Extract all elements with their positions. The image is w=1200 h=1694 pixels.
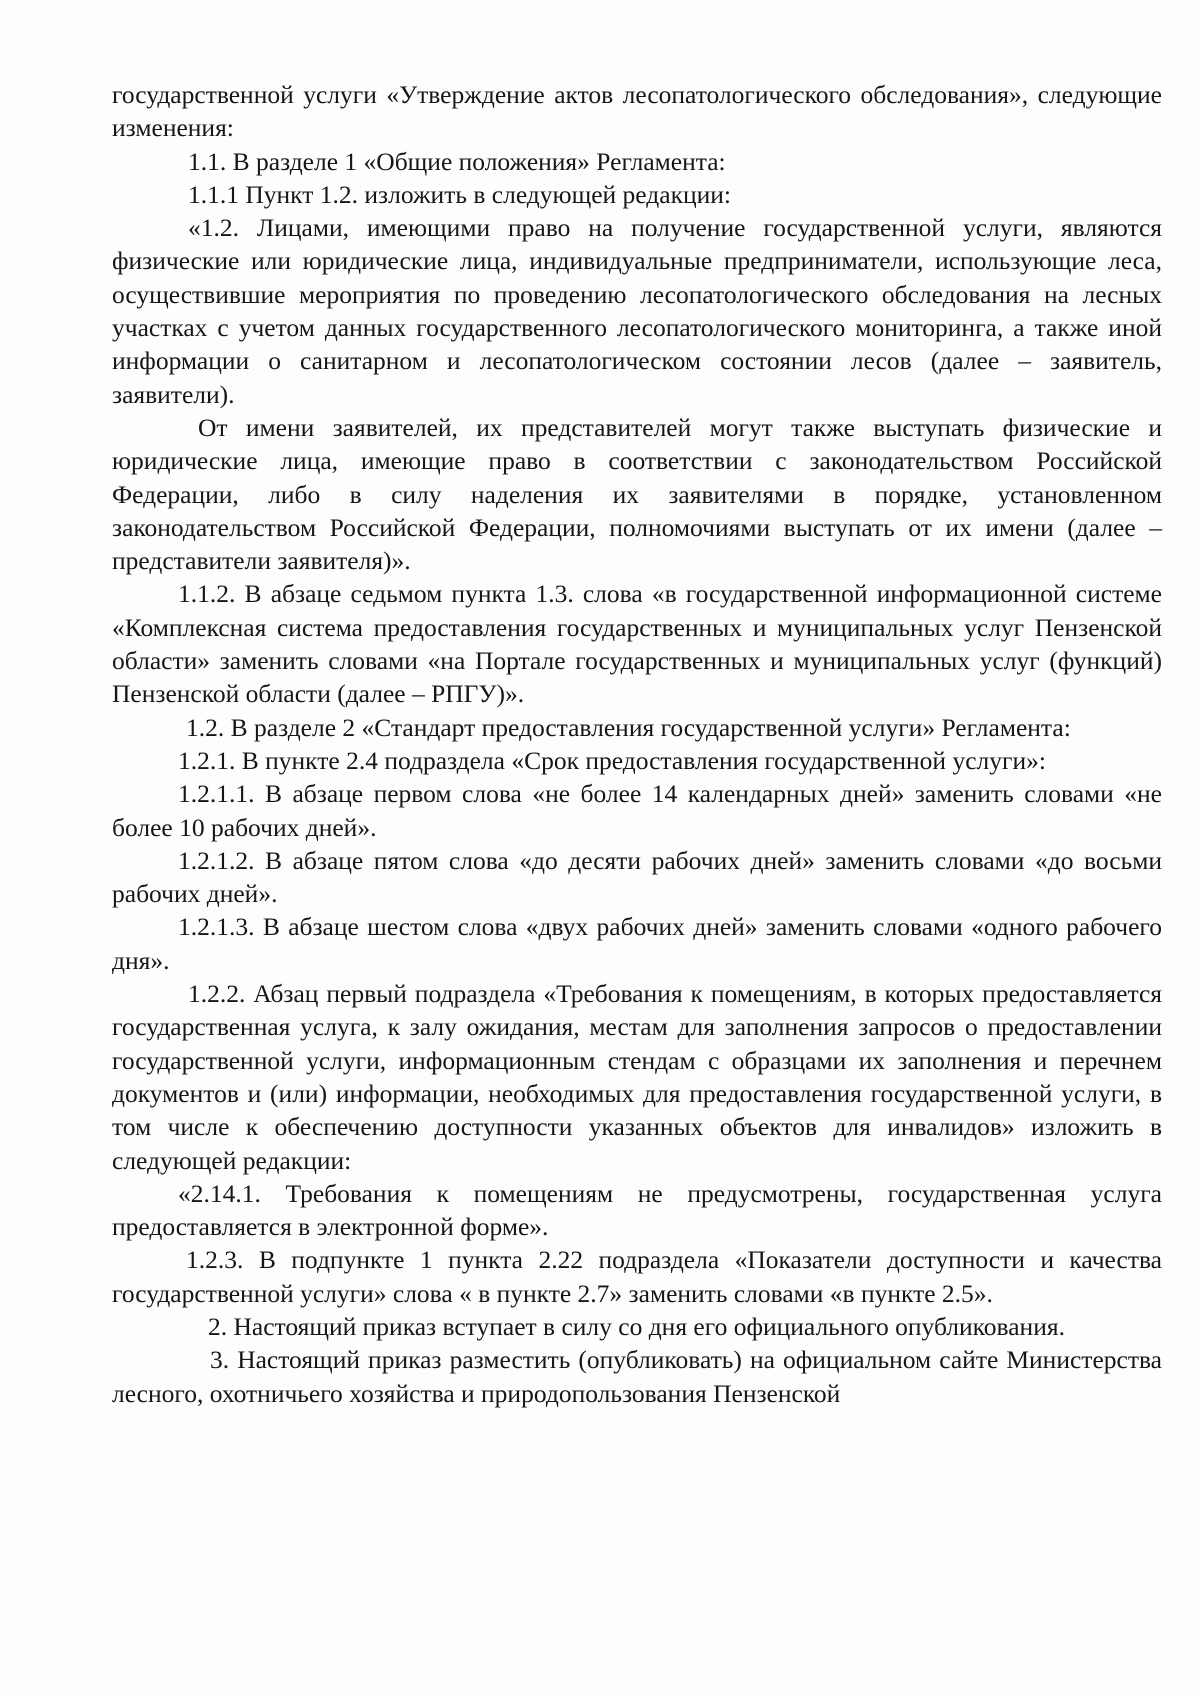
paragraph-1-2-1: 1.2.1. В пункте 2.4 подраздела «Срок предоставления государственной услуги»: — [178, 745, 1046, 775]
paragraph-1-2-quote: «1.2. Лицами, имеющими право на получение государственной услуги, являются физические или юридические лица, индивидуальные предприниматели, использующие леса, осуществившие мероприятия по проведению лесопатологического обследования на лесных участках с учетом данных государственного лесопатологического мониторинга, а также иной информации о санитарном и лесопатологическом состоянии лесов (далее – заявитель, заявители). — [112, 213, 1162, 409]
paragraph-2-14-1-quote: «2.14.1. Требования к помещениям не предусмотрены, государственная услуга предоставляется в электронной форме». — [112, 1178, 1162, 1242]
paragraph-1-1: 1.1. В разделе 1 «Общие положения» Регламента: — [188, 146, 726, 176]
paragraph-1-2-2: 1.2.2. Абзац первый подраздела «Требования к помещениям, в которых предоставляется государственная услуга, к залу ожидания, местам для заполнения запросов о предоставлении государственной услуги, информационным стендам с образцами их заполнения и перечнем документов и (или) информации, необходимых для предоставления государственной услуги, в том числе к обеспечению доступности указанных объектов для инвалидов» изложить в следующей редакции: — [112, 979, 1162, 1175]
paragraph-1-2-1-2: 1.2.1.2. В абзаце пятом слова «до десяти рабочих дней» заменить словами «до восьми рабочих дней». — [112, 845, 1162, 909]
paragraph-1-1-2: 1.1.2. В абзаце седьмом пункта 1.3. слова «в государственной информационной системе «Комплексная система предоставления государственных и муниципальных услуг Пензенской области» заменить словами «на Портале государственных и муниципальных услуг (функций) Пензенской области (далее – РПГУ)». — [112, 579, 1162, 709]
paragraph-representatives: От имени заявителей, их представителей могут также выступать физические и юридические лица, имеющие право в соответствии с законодательством Российской Федерации, либо в силу наделения их заявителями в порядке, установленном законодательством Российской Федерации, полномочиями выступать от их имени (далее – представители заявителя)». — [112, 412, 1162, 576]
paragraph-1-2-1-1: 1.2.1.1. В абзаце первом слова «не более 14 календарных дней» заменить словами «не более 10 рабочих дней». — [112, 779, 1162, 842]
paragraph-1-2-1-3: 1.2.1.3. В абзаце шестом слова «двух рабочих дней» заменить словами «одного рабочего дня». — [112, 912, 1162, 975]
document-body — [112, 78, 1162, 1410]
paragraph-3: 3. Настоящий приказ разместить (опубликовать) на официальном сайте Министерства лесного, охотничьего хозяйства и природопользования Пензенской — [112, 1345, 1162, 1408]
paragraph-2: 2. Настоящий приказ вступает в силу со дня его официального опубликования. — [208, 1311, 1065, 1341]
paragraph-1-1-1: 1.1.1 Пункт 1.2. изложить в следующей редакции: — [188, 179, 731, 209]
paragraph-1-2-3: 1.2.3. В подпункте 1 пункта 2.22 подраздела «Показатели доступности и качества государственной услуги» слова « в пункте 2.7» заменить словами «в пункте 2.5». — [112, 1245, 1162, 1308]
paragraph-service-title: государственной услуги «Утверждение актов лесопатологического обследования», следующие изменения: — [112, 80, 1162, 143]
paragraph-1-2: 1.2. В разделе 2 «Стандарт предоставления государственной услуги» Регламента: — [186, 712, 1071, 742]
